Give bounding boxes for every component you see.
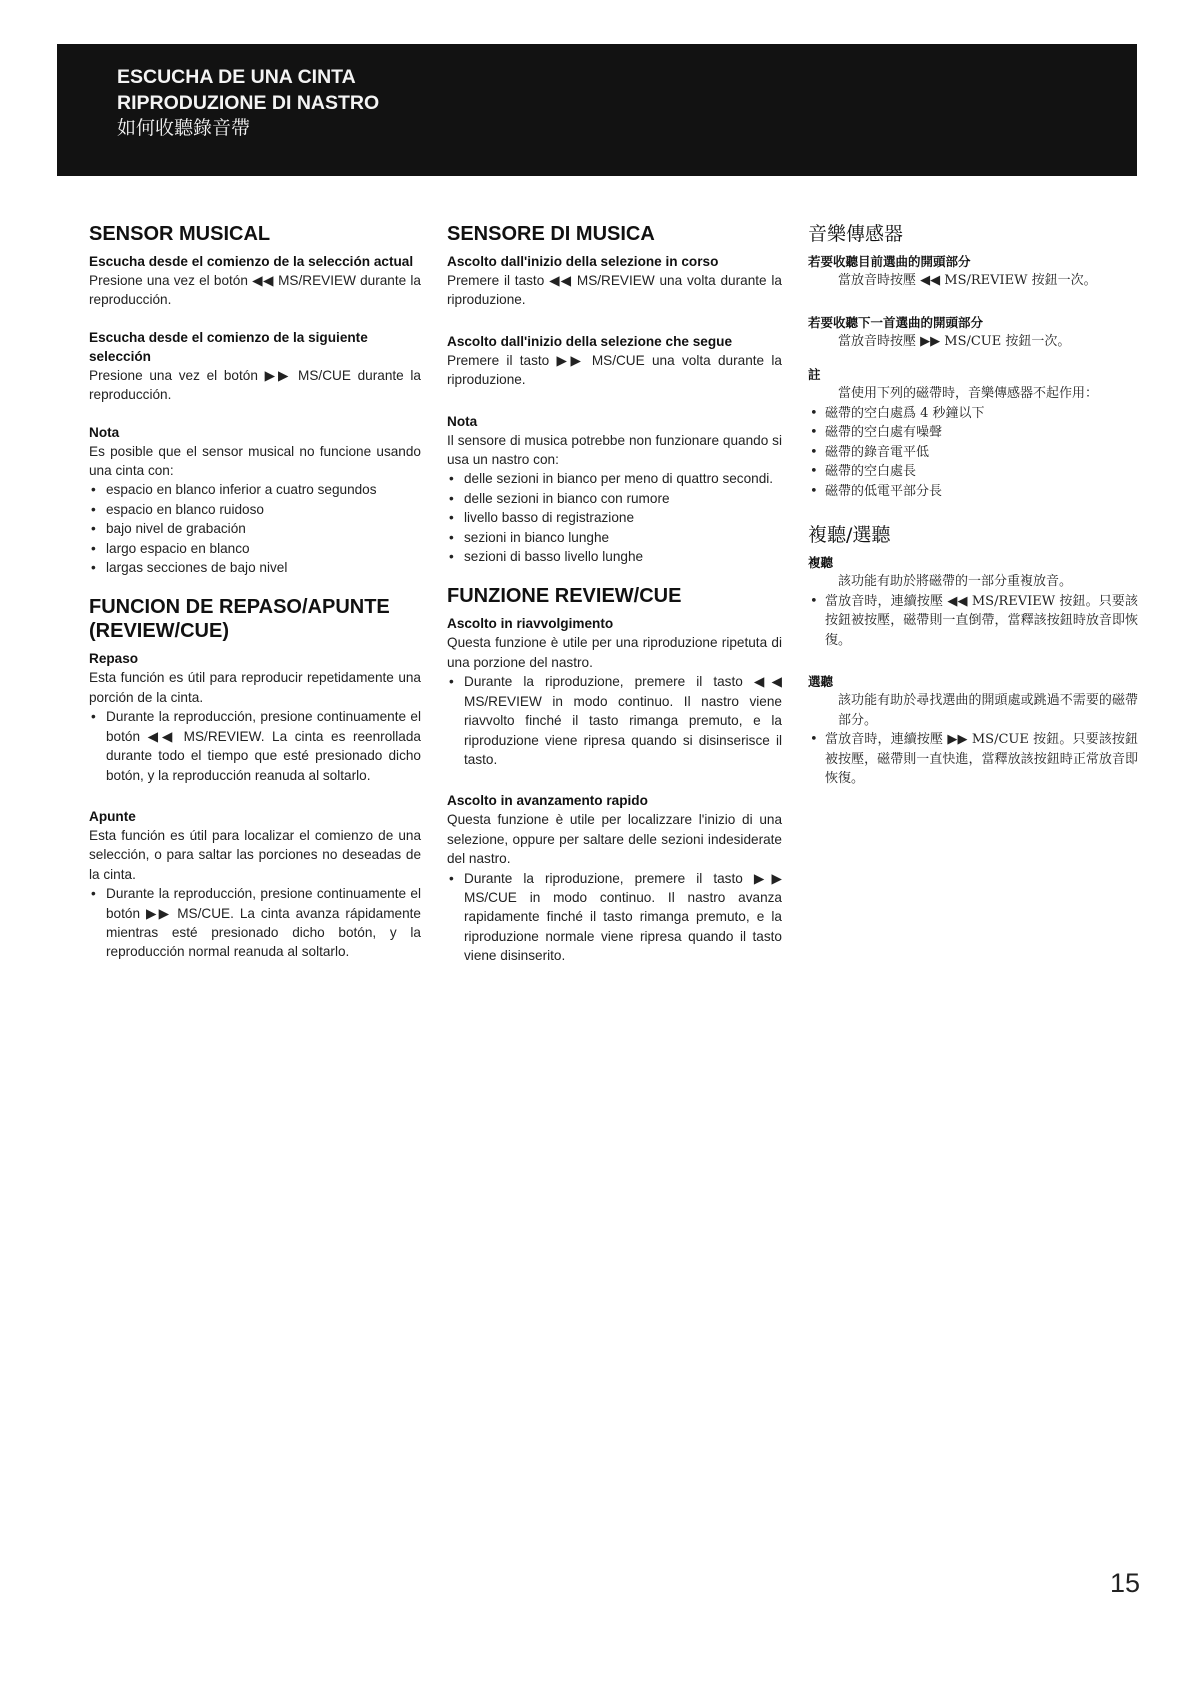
list-item: • 當放音時，連續按壓 ▶▶ MS/CUE 按鈕。只要該按鈕被按壓，磁帶則一直快進，當釋放該按鈕時正常放音即恢復。	[808, 730, 1138, 789]
list-item: • bajo nivel de grabación	[89, 519, 421, 538]
instruction-list	[447, 672, 782, 769]
list-item: • sezioni in bianco lunghe	[447, 528, 782, 547]
paragraph: Premere il tasto ◀◀ MS/REVIEW una volta durante la riproduzione.	[447, 273, 782, 308]
header-banner	[57, 44, 1137, 176]
list-item: • 磁帶的空白處爲 4 秒鐘以下	[808, 404, 1138, 424]
list-item: • livello basso di registrazione	[447, 508, 782, 527]
paragraph: Premere il tasto ▶▶ MS/CUE una volta durante la riproduzione.	[447, 352, 782, 388]
column-chinese	[808, 222, 1138, 789]
paragraph: 當使用下列的磁帶時，音樂傳感器不起作用：	[838, 386, 1099, 401]
column-italian	[447, 222, 782, 966]
list-item: • Durante la riproduzione, premere il tasto ◀◀ MS/REVIEW in modo continuo. Il nastro viene riavvolto finché il tasto rimanga premuto, e la riproduzione viene ripresa quando si disinserisce il tasto.	[447, 672, 782, 769]
list-item: • Durante la reproducción, presione continuamente el botón ▶▶ MS/CUE. La cinta avanza rápidamente mientras esté presionado dicho botón, y la reproducción normal reanuda al soltarlo.	[89, 884, 421, 962]
note-heading: Nota	[89, 424, 120, 440]
subheading: 選聽	[808, 674, 834, 689]
instruction-list	[89, 707, 421, 785]
paragraph: 該功能有助於尋找選曲的開頭處或跳過不需要的磁帶部分。	[838, 693, 1138, 728]
subheading: Ascolto dall'inizio della selezione in corso	[447, 254, 719, 269]
page-number: 15	[1110, 1568, 1141, 1598]
paragraph: Esta función es útil para localizar el comienzo de una selección, o para saltar las porciones no deseadas de la cinta.	[89, 827, 421, 882]
subheading: Escucha desde el comienzo de la siguiente selección	[89, 329, 368, 364]
list-item: • delle sezioni in bianco con rumore	[447, 489, 782, 508]
section-title-music-sensor: 音樂傳感器	[808, 223, 904, 245]
section-title-funcion: FUNCION DE REPASO/APUNTE (REVIEW/CUE)	[89, 596, 390, 643]
subheading: Ascolto dall'inizio della selezione che segue	[447, 333, 733, 349]
title-es: ESCUCHA DE UNA CINTA	[117, 66, 356, 88]
paragraph: Questa funzione è utile per una riproduzione ripetuta di una porzione del nastro.	[447, 635, 782, 670]
subheading: 複聽	[808, 555, 834, 570]
paragraph: Esta función es útil para reproducir repetidamente una porción de la cinta.	[89, 670, 421, 705]
note-list	[447, 469, 782, 566]
list-item: • Durante la riproduzione, premere il tasto ▶▶ MS/CUE in modo continuo. Il nastro avanza rapidamente finché il tasto rimanga premuto, e la riproduzione normale viene ripresa quando il tasto viene disinserito.	[447, 869, 782, 966]
subheading: Escucha desde el comienzo de la selección actual	[89, 254, 414, 269]
subheading: Ascolto in avanzamento rapido	[447, 793, 648, 809]
subheading: Apunte	[89, 808, 136, 824]
list-item: • sezioni di basso livello lunghe	[447, 547, 782, 566]
list-item: • espacio en blanco ruidoso	[89, 500, 421, 519]
subheading: Repaso	[89, 651, 139, 667]
list-item: • espacio en blanco inferior a cuatro segundos	[89, 480, 421, 499]
column-spanish	[89, 222, 421, 962]
list-item: • 磁帶的錄音電平低	[808, 443, 1138, 463]
list-item: • largo espacio en blanco	[89, 539, 421, 558]
paragraph: Es posible que el sensor musical no funcione usando una cinta con:	[89, 443, 421, 479]
section-title-sensore: SENSORE DI MUSICA	[447, 223, 655, 245]
list-item: • 磁帶的低電平部分長	[808, 482, 1138, 502]
paragraph: Il sensore di musica potrebbe non funzionare quando si usa un nastro con:	[447, 432, 782, 468]
list-item: • Durante la reproducción, presione continuamente el botón ◀◀ MS/REVIEW. La cinta es reenrollada durante todo el tiempo que esté presionado dicho botón, y la reproducción reanuda al soltarlo.	[89, 707, 421, 785]
note-heading: 註	[808, 367, 821, 382]
note-list	[89, 480, 421, 577]
section-title-sensor-musical: SENSOR MUSICAL	[89, 223, 271, 245]
note-heading: Nota	[447, 413, 478, 429]
list-item: • delle sezioni in bianco per meno di quattro secondi.	[447, 469, 782, 488]
instruction-list	[447, 869, 782, 966]
subheading: 若要收聽目前選曲的開頭部分	[808, 254, 971, 269]
paragraph: Presione una vez el botón ▶▶ MS/CUE durante la reproducción.	[89, 367, 421, 403]
title-zh: 如何收聽錄音帶	[117, 118, 251, 139]
paragraph: Presione una vez el botón ◀◀ MS/REVIEW durante la reproducción.	[89, 273, 421, 308]
banner-titles	[117, 64, 379, 142]
note-list	[808, 404, 1138, 502]
section-title-funzione: FUNZIONE REVIEW/CUE	[447, 585, 682, 608]
list-item: • 當放音時，連續按壓 ◀◀ MS/REVIEW 按鈕。只要該按鈕被按壓，磁帶則一直倒帶，當釋該按鈕時放音即恢復。	[808, 592, 1138, 651]
paragraph: 該功能有助於將磁帶的一部分重複放音。	[838, 574, 1073, 589]
list-item: • largas secciones de bajo nivel	[89, 558, 421, 577]
subheading: 若要收聽下一首選曲的開頭部分	[808, 314, 984, 330]
instruction-list	[808, 592, 1138, 651]
paragraph: Questa funzione è utile per localizzare l'inizio di una selezione, oppure per saltare delle sezioni indesiderate del nastro.	[447, 812, 782, 867]
subheading: Ascolto in riavvolgimento	[447, 616, 614, 632]
instruction-list	[808, 730, 1138, 789]
title-it: RIPRODUZIONE DI NASTRO	[117, 92, 380, 114]
paragraph: 當放音時按壓 ◀◀ MS/REVIEW 按鈕一次。	[838, 273, 1097, 288]
section-title-review-cue: 複聽/選聽	[808, 524, 891, 546]
instruction-list	[89, 884, 421, 962]
paragraph: 當放音時按壓 ▶▶ MS/CUE 按鈕一次。	[838, 333, 1071, 349]
list-item: • 磁帶的空白處有噪聲	[808, 423, 1138, 443]
list-item: • 磁帶的空白處長	[808, 462, 1138, 482]
